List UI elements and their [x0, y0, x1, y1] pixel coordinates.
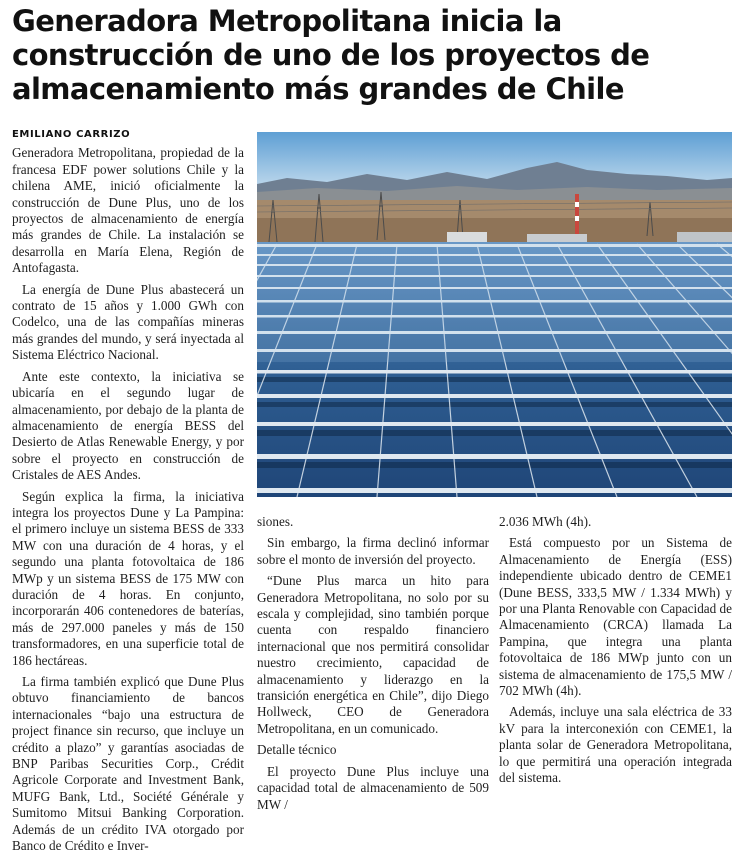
paragraph: Está compuesto por un Sistema de Almacenamiento de Energía (ESS) independiente ubicado dentro de CEME1 (Dune BESS, 333,5 MW / 1.334 MWh) y por una Planta Renovable con Capacidad de Almacenamiento (CRCA) llamada La Pampina, que integra una planta fotovoltaica de 186 MWp junto con un sistema de almacenamiento de 175,5 MW / 702 MWh (4h). [499, 535, 732, 699]
paragraph: “Dune Plus marca un hito para Generadora Metropolitana, no solo por su escala y complejidad, sino también porque cuenta con respaldo financiero internacional que nos permitirá consolidar nuestro crecimiento, capacidad de almacenamiento y liderazgo en la transición energética en Chile”, dijo Diego Hollweck, CEO de Generadora Metropolitana, en un comunicado. [257, 573, 489, 736]
paragraph: siones. [257, 514, 294, 529]
article-column-3 [499, 514, 732, 792]
solar-farm-photo [257, 132, 732, 497]
byline: EMILIANO CARRIZO [12, 129, 131, 140]
subheading: Detalle técnico [257, 742, 337, 758]
paragraph: Además, incluye una sala eléctrica de 33 kV para la interconexión con CEME1, la planta solar de Generadora Metropolitana, lo que permitirá una operación integrada del sistema. [499, 704, 732, 786]
paragraph: Sin embargo, la firma declinó informar sobre el monto de inversión del proyecto. [257, 535, 489, 567]
article-column-2 [257, 514, 489, 818]
headline: Generadora Metropolitana inicia la construcción de uno de los proyectos de almacenamiento más grandes de Chile [12, 4, 650, 106]
paragraph: La firma también explicó que Dune Plus obtuvo financiamiento de bancos internacionales “bajo una estructura de project finance sin recurso, que incluye un crédito a plazo” y garantías asociadas de BNP Paribas Securities Corp., Crédit Agricole Corporate and Investment Bank, MUFG Bank, Ltd., Société Générale y Sumitomo Mitsui Banking Corporation. Además de un crédito IVA otorgado por Banco de Crédito e Inver- [12, 674, 244, 854]
paragraph: 2.036 MWh (4h). [499, 514, 592, 529]
paragraph: Generadora Metropolitana, propiedad de la francesa EDF power solutions Chile y la chilena AME, inició oficialmente la construcción de Dune Plus, uno de los proyectos de almacenamiento de energía más grandes de Chile. La instalación se desarrolla en María Elena, Región de Antofagasta. [12, 145, 244, 276]
paragraph: La energía de Dune Plus abastecerá un contrato de 15 años y 1.000 GWh con Codelco, una de las compañías mineras más grandes del mundo, y será inyectada al Sistema Eléctrico Nacional. [12, 281, 244, 363]
paragraph: Ante este contexto, la iniciativa se ubicaría en el segundo lugar de almacenamiento, por debajo de la planta de almacenamiento de energía BESS del Desierto de Atlas Renewable Energy, y por sobre el proyecto en construcción de Cristales de AES Andes. [12, 368, 244, 483]
paragraph: Según explica la firma, la iniciativa integra los proyectos Dune y La Pampina: el primero incluye un sistema BESS de 333 MW con una duración de 4 horas, y el segundo una planta fotovoltaica de 186 MWp y un sistema BESS de 175 MW con duración de 4 horas. En conjunto, incorporarán 406 contenedores de baterías, más de 297.000 paneles y más de 150 transformadores, en una superficie total de 186 hectáreas. [12, 488, 244, 668]
article-column-1 [12, 127, 244, 859]
paragraph: El proyecto Dune Plus incluye una capacidad total de almacenamiento de 509 MW / [257, 763, 489, 812]
